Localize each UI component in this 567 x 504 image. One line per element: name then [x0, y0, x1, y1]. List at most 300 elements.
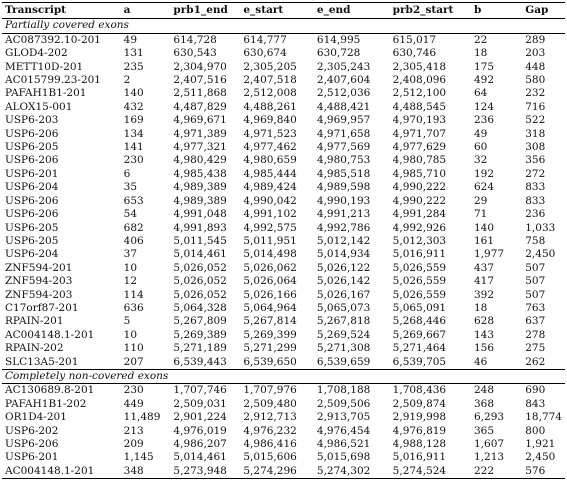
table-cell: 5,269,667	[392, 328, 447, 341]
table-cell: AC015799.23-201	[5, 74, 101, 87]
table-cell: 10	[123, 261, 138, 274]
table-cell: 2,407,516	[173, 74, 227, 87]
table-cell: 522	[525, 114, 546, 127]
header-b: b	[471, 3, 522, 19]
table-cell: 4,488,545	[392, 100, 447, 113]
header-e-start: e_start	[240, 3, 314, 19]
table-cell: 2,407,604	[316, 74, 371, 87]
table-cell: 4,986,521	[316, 438, 371, 450]
table-cell: 4,991,213	[316, 208, 371, 221]
table-cell: ZNF594-201	[5, 261, 73, 274]
table-cell: 5,016,911	[392, 451, 447, 464]
header-gap: Gap	[522, 3, 565, 19]
table-cell: 230	[123, 384, 144, 397]
table-cell: 2,509,506	[316, 397, 371, 410]
table-cell: 628	[474, 315, 495, 328]
table-cell: 5,026,052	[173, 288, 227, 301]
table-cell: 169	[123, 114, 144, 127]
table-cell: 5,012,303	[392, 234, 447, 247]
table-cell: 636	[123, 301, 144, 314]
table-cell: 5,014,461	[173, 248, 227, 261]
table-cell: 716	[525, 100, 546, 113]
table-row	[2, 398, 565, 411]
table-cell: 432	[123, 100, 144, 113]
table-cell: 10	[123, 328, 138, 341]
table-cell: 4,985,518	[316, 167, 371, 180]
table-cell: 4,976,454	[316, 424, 371, 437]
table-row	[2, 289, 565, 302]
table-cell: 630,746	[392, 47, 437, 60]
table-cell: 18,774	[525, 411, 562, 424]
table-row	[2, 329, 565, 342]
table-cell: AC087392.10-201	[5, 33, 101, 46]
table-cell: 4,971,523	[243, 127, 297, 140]
table-cell: 275	[525, 342, 546, 355]
table-row	[2, 302, 565, 315]
table-cell: 4,989,389	[173, 194, 227, 207]
table-cell: 4,988,128	[392, 438, 447, 450]
table-cell: 5,026,166	[243, 288, 297, 301]
table-cell: 140	[474, 221, 495, 234]
table-cell: 236	[525, 208, 546, 221]
table-cell: 6,539,705	[392, 355, 447, 368]
table-cell: 22	[474, 33, 488, 46]
table-cell: 5,274,296	[240, 465, 314, 479]
table-cell: USP6-201	[5, 451, 59, 464]
table-cell: 5,026,062	[243, 261, 297, 274]
table-row	[2, 141, 565, 154]
table-cell: 348	[121, 465, 171, 479]
table-cell: 143	[474, 328, 495, 341]
table-cell: 209	[123, 438, 144, 450]
table-cell: 392	[474, 288, 495, 301]
table-cell: 6,539,443	[173, 355, 227, 368]
table-cell: 614,777	[243, 33, 287, 46]
table-cell: 492	[474, 74, 495, 87]
table-cell: 131	[123, 47, 144, 60]
table-cell: 4,976,819	[392, 424, 447, 437]
table-cell: 2,913,705	[316, 411, 371, 424]
table-row	[2, 61, 565, 74]
table-row	[2, 356, 565, 370]
table-cell: 2,509,031	[173, 397, 227, 410]
table-row	[2, 154, 565, 167]
table-cell: 448	[525, 60, 546, 73]
table-cell: 758	[525, 234, 546, 247]
table-cell: 1,707,746	[173, 384, 227, 397]
table-cell: 156	[474, 342, 495, 355]
table-cell: 4,991,048	[173, 208, 227, 221]
table-row	[2, 248, 565, 261]
table-cell: 5,269,399	[243, 328, 297, 341]
header-prb2-start: prb2_start	[390, 3, 471, 19]
table-cell: 5,011,951	[243, 234, 297, 247]
table-cell: 406	[123, 234, 144, 247]
table-cell: 46	[474, 355, 488, 368]
table-cell: 5,026,052	[173, 261, 227, 274]
table-cell: 4,985,438	[173, 167, 227, 180]
table-cell: 272	[525, 167, 546, 180]
section-title: Completely non-covered exons	[2, 369, 565, 383]
table-cell: 5,064,964	[243, 301, 297, 314]
table-cell: 2	[123, 74, 131, 87]
table-cell: 1,977	[474, 248, 505, 261]
table-cell: 4,990,193	[316, 194, 371, 207]
table-cell: 365	[474, 424, 495, 437]
table-cell: 18	[474, 301, 488, 314]
table-cell: 5,267,818	[316, 315, 371, 328]
table-cell: 653	[123, 194, 144, 207]
table-cell: 175	[474, 60, 495, 73]
table-cell: 800	[525, 424, 546, 437]
table-cell: USP6-206	[5, 194, 59, 207]
table-cell: 4,977,569	[316, 141, 371, 154]
table-cell: PAFAH1B1-202	[5, 397, 87, 410]
table-cell: 437	[474, 261, 495, 274]
table-cell: 110	[123, 342, 144, 355]
table-cell: 11,489	[123, 411, 161, 424]
table-cell: 5,274,302	[314, 465, 390, 479]
table-cell: 5,016,911	[392, 248, 447, 261]
table-cell: 2,305,243	[316, 60, 371, 73]
table-cell: AC004148.1-201	[5, 328, 95, 341]
table-cell: 5,267,809	[173, 315, 227, 328]
table-cell: 1,213	[474, 451, 505, 464]
table-cell: 5,064,328	[173, 301, 227, 314]
table-cell: 124	[474, 100, 495, 113]
table-cell: USP6-203	[5, 114, 59, 127]
table-cell: 576	[522, 465, 565, 479]
table-row	[2, 262, 565, 275]
table-cell: 5,271,308	[316, 342, 371, 355]
table-cell: 5,014,934	[316, 248, 371, 261]
table-row	[2, 451, 565, 464]
table-cell: 637	[525, 315, 546, 328]
table-cell: 4,991,102	[243, 208, 297, 221]
table-cell: 5,269,389	[173, 328, 227, 341]
table-row	[2, 168, 565, 181]
table-row	[2, 342, 565, 355]
table-row	[2, 195, 565, 208]
table-cell: 5,014,498	[243, 248, 297, 261]
table-cell: AC004148.1-201	[2, 465, 121, 479]
table-cell: RPAIN-201	[5, 315, 64, 328]
table-cell: 54	[123, 208, 138, 221]
table-cell: 4,985,710	[392, 167, 447, 180]
table-cell: 4,971,389	[173, 127, 227, 140]
table-cell: 2,450	[525, 451, 556, 464]
table-cell: 4,969,840	[243, 114, 297, 127]
table-cell: 213	[123, 424, 144, 437]
table-cell: 2,919,998	[392, 411, 447, 424]
table-cell: USP6-206	[5, 127, 59, 140]
table-cell: 843	[525, 397, 546, 410]
table-cell: 833	[525, 194, 546, 207]
table-cell: 5,274,524	[390, 465, 471, 479]
table-cell: C17orf87-201	[5, 301, 79, 314]
table-cell: 278	[525, 328, 546, 341]
table-cell: 2,512,036	[316, 87, 371, 100]
table-cell: 5,015,698	[316, 451, 371, 464]
table-cell: 4,989,389	[173, 181, 227, 194]
table-cell: 248	[474, 384, 495, 397]
table-row	[2, 208, 565, 221]
section-header-row	[2, 19, 565, 33]
table-cell: 763	[525, 301, 546, 314]
table-cell: 6,539,650	[243, 355, 297, 368]
table-cell: 2,305,418	[392, 60, 447, 73]
table-cell: 2,304,970	[173, 60, 227, 73]
table-cell: 1,145	[123, 451, 154, 464]
table-cell: USP6-205	[5, 234, 59, 247]
table-cell: 630,543	[173, 47, 217, 60]
table-cell: 2,912,713	[243, 411, 297, 424]
table-cell: 289	[525, 33, 546, 46]
exon-coverage-table	[2, 2, 565, 479]
table-cell: 192	[474, 167, 495, 180]
table-cell: ZNF594-203	[5, 288, 73, 301]
table-cell: 5,271,299	[243, 342, 297, 355]
table-cell: GLOD4-202	[5, 47, 68, 60]
table-cell: 449	[123, 397, 144, 410]
table-cell: 4,977,321	[173, 141, 227, 154]
table-cell: 690	[525, 384, 546, 397]
table-cell: 630,728	[316, 47, 361, 60]
table-cell: USP6-204	[5, 181, 59, 194]
table-cell: 5,268,446	[392, 315, 447, 328]
table-cell: 49	[123, 33, 138, 46]
table-row	[2, 87, 565, 100]
table-cell: 1,607	[474, 438, 505, 450]
table-cell: 5,269,524	[316, 328, 371, 341]
table-cell: 49	[474, 127, 488, 140]
table-row	[2, 47, 565, 60]
table-cell: 6,293	[474, 411, 505, 424]
table-cell: 32	[474, 154, 488, 167]
table-row	[2, 33, 565, 47]
table-cell: 2,512,008	[243, 87, 297, 100]
table-cell: 114	[123, 288, 144, 301]
header-a: a	[121, 3, 171, 19]
table-cell: AC130689.8-201	[5, 384, 95, 397]
table-cell: 4,977,629	[392, 141, 447, 154]
table-cell: 5	[123, 315, 131, 328]
table-cell: 2,407,518	[243, 74, 297, 87]
table-cell: 614,995	[316, 33, 361, 46]
table-cell: USP6-204	[5, 248, 59, 261]
table-cell: 64	[474, 87, 488, 100]
table-cell: 2,509,874	[392, 397, 447, 410]
table-cell: USP6-202	[5, 424, 59, 437]
table-cell: 1,707,976	[243, 384, 297, 397]
table-cell: 624	[474, 181, 495, 194]
table-cell: 4,989,598	[316, 181, 371, 194]
table-cell: 4,970,193	[392, 114, 447, 127]
table-cell: 5,026,559	[392, 261, 447, 274]
table-cell: 203	[525, 47, 546, 60]
table-cell: ZNF594-203	[5, 275, 73, 288]
header-transcript: Transcript	[2, 3, 121, 19]
table-cell: 5,065,091	[392, 301, 447, 314]
table-row	[2, 222, 565, 235]
table-cell: SLC13A5-201	[5, 355, 79, 368]
table-cell: 5,273,948	[170, 465, 240, 479]
table-cell: 2,408,096	[392, 74, 447, 87]
header-prb1-end: prb1_end	[170, 3, 240, 19]
table-cell: USP6-201	[5, 167, 59, 180]
table-cell: 5,026,122	[316, 261, 371, 274]
table-cell: 4,977,462	[243, 141, 297, 154]
table-cell: 4,980,429	[173, 154, 227, 167]
table-cell: 71	[474, 208, 488, 221]
table-cell: 4,980,659	[243, 154, 297, 167]
table-cell: 1,708,188	[316, 384, 371, 397]
table-cell: 1,921	[525, 438, 556, 450]
table-body	[2, 19, 565, 479]
table-cell: 5,026,559	[392, 275, 447, 288]
table-cell: 140	[123, 87, 144, 100]
table-cell: 417	[474, 275, 495, 288]
section-title: Partially covered exons	[2, 19, 565, 33]
table-cell: 4,985,444	[243, 167, 297, 180]
table-cell: RPAIN-202	[5, 342, 64, 355]
table-cell: 5,011,545	[173, 234, 227, 247]
table-cell: USP6-206	[5, 208, 59, 221]
table-cell: USP6-206	[5, 154, 59, 167]
table-cell: 4,980,785	[392, 154, 447, 167]
table-cell: 4,986,207	[173, 438, 227, 450]
table-cell: 5,026,142	[316, 275, 371, 288]
table-cell: 6,539,659	[316, 355, 371, 368]
table-cell: 368	[474, 397, 495, 410]
table-cell: 507	[525, 275, 546, 288]
table-row	[2, 181, 565, 194]
table-row	[2, 128, 565, 141]
table-cell: 1,033	[525, 221, 556, 234]
table-row	[2, 235, 565, 248]
table-cell: ALOX15-001	[5, 100, 73, 113]
table-row	[2, 425, 565, 438]
table-cell: 4,488,261	[243, 100, 297, 113]
table-cell: 507	[525, 261, 546, 274]
table-cell: 5,012,142	[316, 234, 371, 247]
table-cell: 5,026,559	[392, 288, 447, 301]
table-cell: 2,305,205	[243, 60, 297, 73]
table-cell: 5,014,461	[173, 451, 227, 464]
table-cell: 207	[123, 355, 144, 368]
table-cell: USP6-205	[5, 141, 59, 154]
table-cell: 5,026,064	[243, 275, 297, 288]
table-cell: 222	[471, 465, 522, 479]
table-cell: 230	[123, 154, 144, 167]
table-cell: 614,728	[173, 33, 217, 46]
table-cell: USP6-206	[5, 438, 59, 450]
table-cell: 37	[123, 248, 138, 261]
table-cell: 5,267,814	[243, 315, 297, 328]
table-row	[2, 101, 565, 114]
table-row	[2, 74, 565, 87]
table-cell: 6	[123, 167, 131, 180]
table-cell: 630,674	[243, 47, 287, 60]
table-cell: 682	[123, 221, 144, 234]
table-cell: 5,271,464	[392, 342, 447, 355]
table-cell: 4,991,893	[173, 221, 227, 234]
table-cell: 2,509,480	[243, 397, 297, 410]
table-cell: 4,487,829	[173, 100, 227, 113]
table-cell: 134	[123, 127, 144, 140]
table-row	[2, 315, 565, 328]
table-cell: 833	[525, 181, 546, 194]
table-cell: 4,992,575	[243, 221, 297, 234]
table-cell: 60	[474, 141, 488, 154]
table-cell: 35	[123, 181, 138, 194]
table-row	[2, 384, 565, 398]
table-cell: METT10D-201	[5, 60, 84, 73]
table-cell: 4,980,753	[316, 154, 371, 167]
table-cell: 4,986,416	[243, 438, 297, 450]
table-cell: 161	[474, 234, 495, 247]
table-cell: 5,026,167	[316, 288, 371, 301]
table-cell: 4,976,232	[243, 424, 297, 437]
table-cell: 580	[525, 74, 546, 87]
table-cell: 4,989,424	[243, 181, 297, 194]
table-cell: 356	[525, 154, 546, 167]
table-cell: 318	[525, 127, 546, 140]
table-cell: 615,017	[392, 33, 437, 46]
table-row	[2, 438, 565, 451]
table-cell: 2,901,224	[173, 411, 227, 424]
table-cell: 232	[525, 87, 546, 100]
table-row	[2, 114, 565, 127]
table-cell: 5,026,052	[173, 275, 227, 288]
table-cell: 4,976,019	[173, 424, 227, 437]
table-cell: 235	[123, 60, 144, 73]
table-cell: 5,065,073	[316, 301, 371, 314]
table-cell: 4,488,421	[316, 100, 371, 113]
table-cell: 5,015,606	[243, 451, 297, 464]
table-cell: 29	[474, 194, 488, 207]
table-cell: 2,450	[525, 248, 556, 261]
table-cell: 18	[474, 47, 488, 60]
table-cell: 1,708,436	[392, 384, 447, 397]
header-e-end: e_end	[314, 3, 390, 19]
table-cell: 4,990,042	[243, 194, 297, 207]
table-cell: 2,511,868	[173, 87, 227, 100]
table-cell: 4,990,222	[392, 194, 447, 207]
table-cell: 308	[525, 141, 546, 154]
header-row	[2, 3, 565, 19]
table-cell: 12	[123, 275, 138, 288]
table-cell: 4,971,658	[316, 127, 371, 140]
table-cell: 4,992,786	[316, 221, 371, 234]
table-cell: 507	[525, 288, 546, 301]
table-cell: 5,271,189	[173, 342, 227, 355]
table-cell: 236	[474, 114, 495, 127]
table-cell: 4,991,284	[392, 208, 447, 221]
section-header-row	[2, 369, 565, 383]
table-cell: 2,512,100	[392, 87, 447, 100]
table-cell: 4,969,671	[173, 114, 227, 127]
table-cell: 262	[525, 355, 546, 368]
table-cell: 4,969,957	[316, 114, 371, 127]
table-cell: 141	[123, 141, 144, 154]
table-cell: 4,990,222	[392, 181, 447, 194]
table-cell: 4,992,926	[392, 221, 447, 234]
table-cell: OR1D4-201	[5, 411, 67, 424]
table-cell: 4,971,707	[392, 127, 447, 140]
table-row	[2, 465, 565, 479]
table-cell: PAFAH1B1-201	[5, 87, 87, 100]
